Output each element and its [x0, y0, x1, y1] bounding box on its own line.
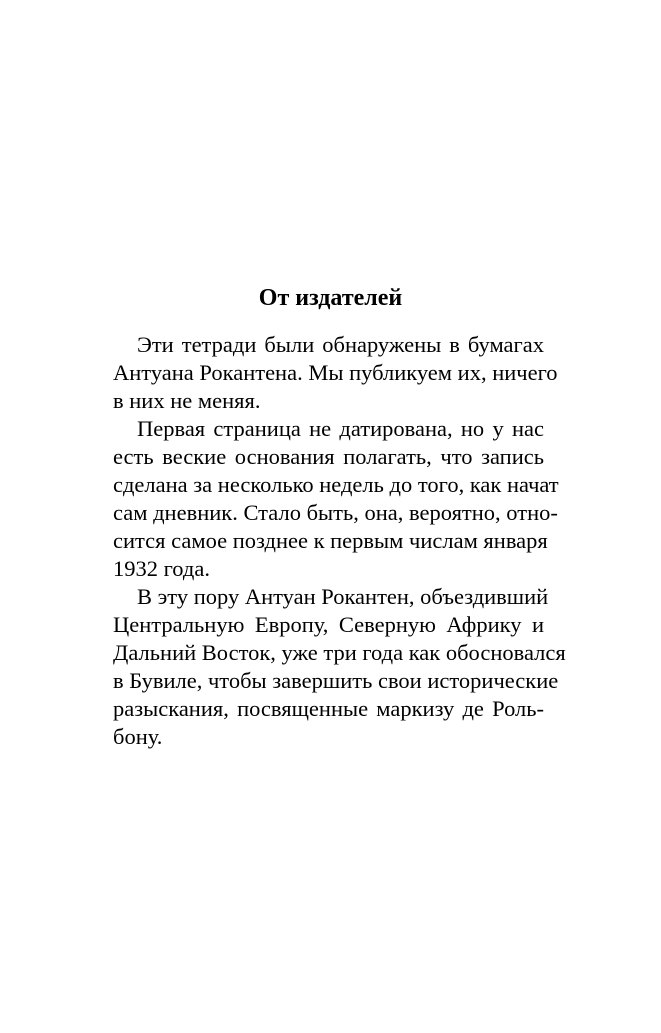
text-line: разыскания, посвященные маркизу де Роль- [113, 696, 544, 721]
text-line: в них не меняя. [113, 388, 261, 413]
text-line: Антуана Рокантена. Мы публикуем их, ничего [113, 360, 558, 385]
body-text [113, 331, 566, 751]
text-line: В эту пору Антуан Рокантен, объездивший [137, 584, 549, 609]
text-line: сам дневник. Стало быть, она, вероятно, отно- [113, 500, 558, 525]
paragraph [113, 415, 559, 583]
text-line: Центральную Европу, Северную Африку и [113, 612, 544, 637]
text-line: есть веские основания полагать, что запись [113, 444, 544, 469]
paragraph [113, 583, 566, 751]
paragraph [113, 331, 558, 415]
text-line: Дальний Восток, уже три года как обосновался [113, 640, 566, 665]
page-title: От издателей [258, 285, 403, 311]
text-line: бону. [113, 724, 163, 749]
text-line: Эти тетради были обнаружены в бумагах [137, 332, 544, 357]
text-line: Первая страница не датирована, но у нас [137, 416, 544, 441]
text-line: 1932 года. [113, 556, 210, 581]
text-line: сится самое позднее к первым числам января [113, 528, 548, 553]
text-line: сделана за несколько недель до того, как начат [113, 472, 559, 497]
text-line: в Бувиле, чтобы завершить свои исторические [113, 668, 559, 693]
